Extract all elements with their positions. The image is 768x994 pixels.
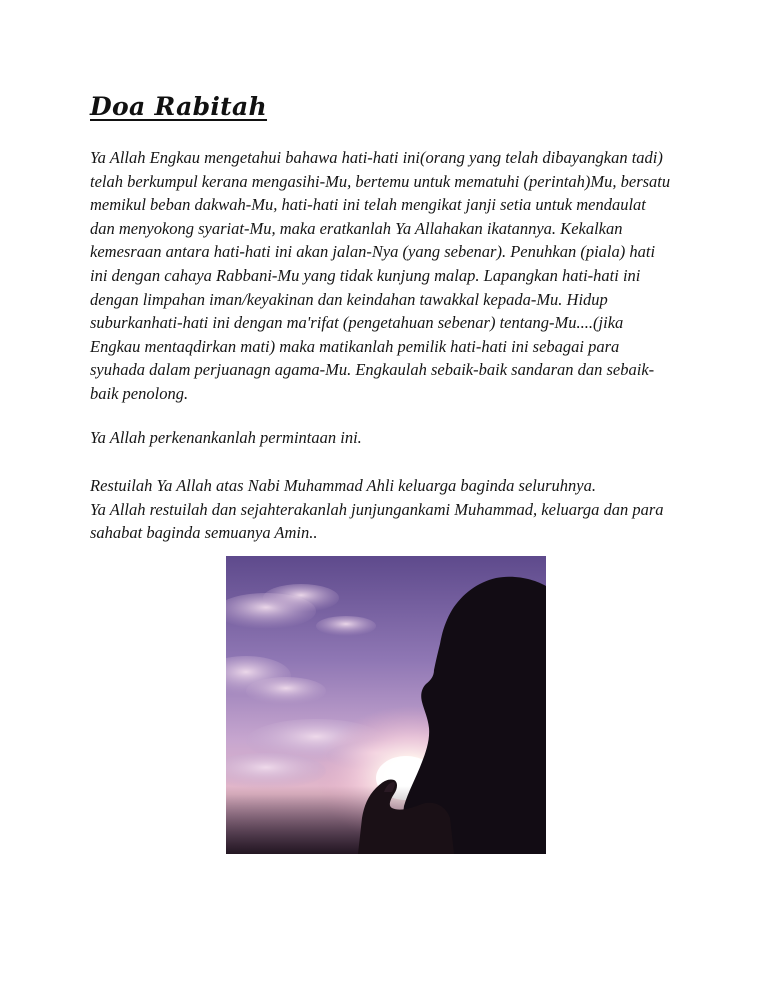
text-line: ini dengan cahaya Rabbani-Mu yang tidak kunjung malap. Lapangkan hati-hati ini: [90, 265, 641, 285]
text-line: dan menyokong syariat-Mu, maka eratkanlah Ya Allahakan ikatannya. Kekalkan: [90, 218, 623, 238]
text-line: Ya Allah perkenankanlah permintaan ini.: [90, 428, 362, 447]
photo-illustration: [226, 556, 546, 854]
text-line: Restuilah Ya Allah atas Nabi Muhammad Ahli keluarga baginda seluruhnya.: [90, 476, 597, 495]
text-line: syuhada dalam perjuanagn agama-Mu. Engkaulah sebaik-baik sandaran dan sebaik-: [90, 360, 655, 380]
text-line: dengan limpahan iman/keyakinan dan keindahan tawakkal kepada-Mu. Hidup: [90, 289, 608, 309]
text-line: telah berkumpul kerana mengasihi-Mu, bertemu untuk mematuhi (perintah)Mu, bersatu: [90, 171, 671, 191]
text-line: kemesraan antara hati-hati ini akan jalan-Nya (yang sebenar). Penuhkan (piala) hati: [90, 242, 656, 262]
text-line: Ya Allah Engkau mengetahui bahawa hati-hati ini(orang yang telah dibayangkan tadi): [90, 148, 663, 167]
text-line: suburkanhati-hati ini dengan ma'rifat (pengetahuan sebenar) tentang-Mu....(jika: [90, 313, 624, 333]
paragraph-prayer: [90, 146, 682, 406]
text-line: Engkau mentaqdirkan mati) maka matikanlah pemilik hati-hati ini sebagai para: [90, 336, 620, 356]
document-title: Doa Rabitah: [90, 92, 268, 121]
paragraph-request: [90, 426, 682, 450]
text-line: baik penolong.: [90, 383, 189, 403]
text-line: memikul beban dakwah-Mu, hati-hati ini telah mengikat janji setia untuk mendaulat: [90, 195, 646, 215]
praying-silhouette-photo: [226, 556, 546, 854]
paragraph-blessing: [90, 474, 682, 545]
text-line: Ya Allah restuilah dan sejahterakanlah junjungankami Muhammad, keluarga dan para: [90, 499, 664, 519]
text-line: sahabat baginda semuanya Amin..: [90, 523, 318, 543]
